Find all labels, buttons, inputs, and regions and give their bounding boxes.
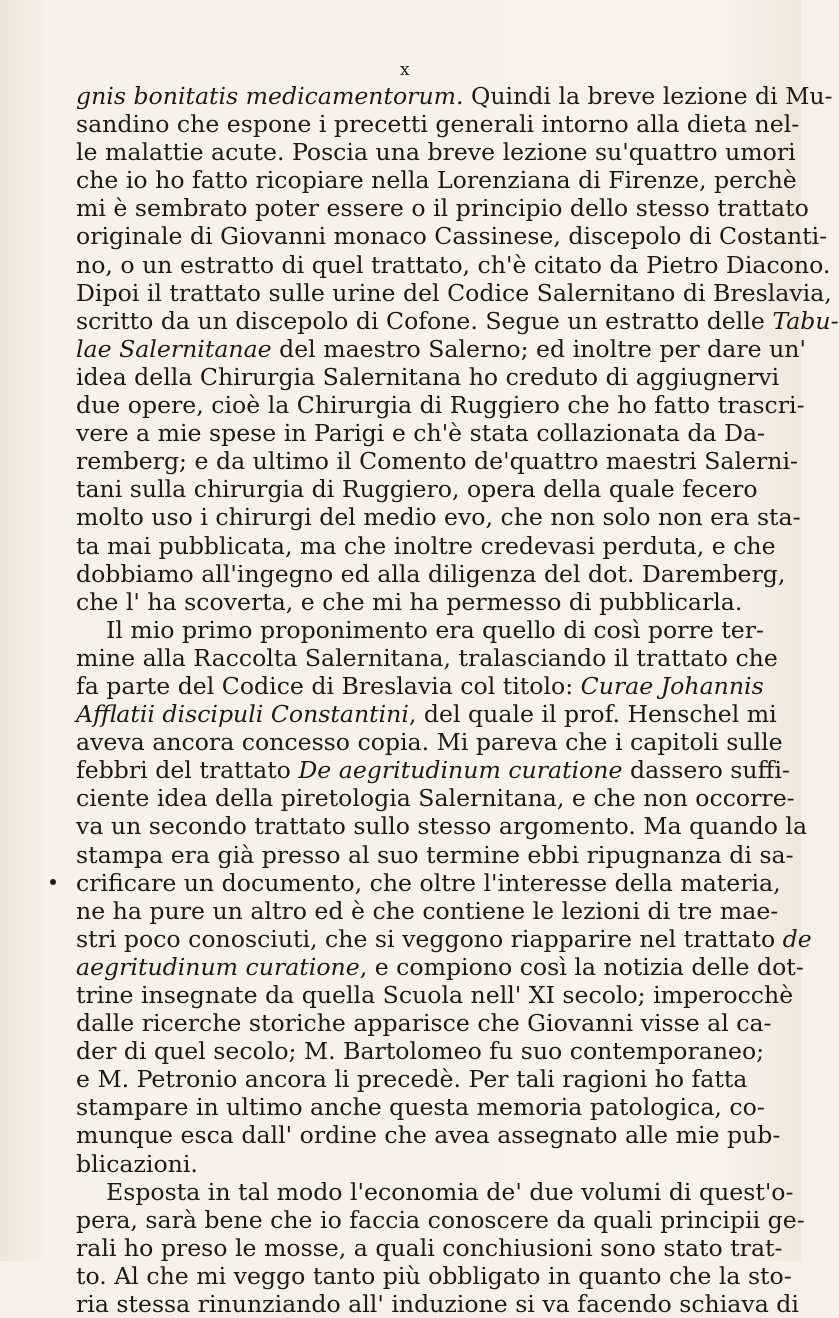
text-line: mine alla Raccolta Salernitana, tralasciando il trattato che — [76, 643, 778, 672]
text-line: e M. Petronio ancora li precedè. Per tali ragioni ho fatta — [76, 1065, 748, 1094]
text-line: Afflatii discipuli Constantini, del quale il prof. Henschel mi — [76, 700, 777, 729]
text-line: pera, sarà bene che io faccia conoscere da quali principii ge- — [76, 1205, 805, 1234]
paragraph-1 — [76, 82, 839, 616]
text-line: dalle ricerche storiche apparisce che Giovanni visse al ca- — [76, 1009, 772, 1038]
text-line: che io ho fatto ricopiare nella Lorenziana di Firenze, perchè — [76, 166, 797, 195]
text-line: febbri del trattato De aegritudinum curatione dassero suffi- — [76, 756, 790, 785]
text-line: molto uso i chirurgi del medio evo, che non solo non era sta- — [76, 503, 801, 532]
text-line: remberg; e da ultimo il Comento de'quattro maestri Salerni- — [76, 447, 798, 476]
text-line: che l' ha scoverta, e che mi ha permesso di pubblicarla. — [76, 587, 743, 616]
text-line: tani sulla chirurgia di Ruggiero, opera della quale fecero — [76, 475, 758, 504]
text-line: va un secondo trattato sullo stesso argomento. Ma quando la — [76, 812, 808, 841]
italic-text: gnis bonitatis medicamentorum. — [76, 82, 464, 110]
margin-bullet-mark — [50, 879, 56, 885]
text-line: Dipoi il trattato sulle urine del Codice Salernitano di Breslavia, — [76, 278, 832, 307]
text-line: fa parte del Codice di Breslavia col titolo: Curae Johannis — [76, 671, 764, 700]
text-line: mi è sembrato poter essere o il principio dello stesso trattato — [76, 194, 809, 223]
text-line: to. Al che mi veggo tanto più obbligato in quanto che la sto- — [76, 1261, 792, 1290]
text-line: stampa era già presso al suo termine ebbi ripugnanza di sa- — [76, 840, 794, 869]
text-line: stampare in ultimo anche questa memoria patologica, co- — [76, 1093, 765, 1122]
text-line: rali ho preso le mosse, a quali conchiusioni sono stato trat- — [76, 1233, 783, 1262]
text-line: aveva ancora concesso copia. Mi pareva che i capitoli sulle — [76, 728, 783, 757]
text-line: der di quel secolo; M. Bartolomeo fu suo contemporaneo; — [76, 1037, 765, 1066]
italic-text: De aegritudinum curatione — [298, 756, 623, 785]
paragraph-2 — [76, 615, 812, 1178]
text-line: trine insegnate da quella Scuola nell' XI secolo; imperocchè — [76, 981, 794, 1009]
italic-text: de — [782, 924, 812, 953]
italic-text: lae Salernitanae — [76, 334, 272, 363]
text-line: munque esca dall' ordine che avea assegnato alle mie pub- — [76, 1121, 781, 1150]
text-line: idea della Chirurgia Salernitana ho creduto di aggiugnervi — [76, 362, 780, 391]
text-line: ta mai pubblicata, ma che inoltre credevasi perduta, e che — [76, 531, 776, 560]
paragraph-3 — [76, 1177, 805, 1318]
text-line: gnis bonitatis medicamentorum. Quindi la breve lezione di Mu- — [76, 82, 833, 110]
text-line: ciente idea della piretologia Salernitana, e che non occorre- — [76, 784, 795, 813]
text-line: blicazioni. — [76, 1149, 198, 1178]
text-line: stri poco conosciuti, che si veggono riapparire nel trattato de — [76, 924, 812, 953]
text-line: aegritudinum curatione, e compiono così la notizia delle dot- — [76, 952, 804, 981]
italic-text: aegritudinum curatione — [76, 952, 360, 981]
text-line: dobbiamo all'ingegno ed alla diligenza del dot. Daremberg, — [76, 559, 786, 588]
text-line: ne ha pure un altro ed è che contiene le lezioni di tre mae- — [76, 896, 779, 925]
text-line: originale di Giovanni monaco Cassinese, discepolo di Costanti- — [76, 222, 828, 251]
italic-text: Curae Johannis — [580, 671, 764, 700]
text-line: Il mio primo proponimento era quello di così porre ter- — [106, 615, 764, 644]
text-line: vere a mie spese in Parigi e ch'è stata collazionata da Da- — [76, 419, 766, 448]
text-line: due opere, cioè la Chirurgia di Ruggiero che ho fatto trascri- — [76, 391, 805, 420]
text-line: le malattie acute. Poscia una breve lezione su'quattro umori — [76, 138, 796, 167]
body-text — [76, 82, 839, 1318]
text-line: lae Salernitanae del maestro Salerno; ed inoltre per dare un' — [76, 334, 806, 363]
text-line: no, o un estratto di quel trattato, ch'è citato da Pietro Diacono. — [76, 250, 831, 279]
text-line: Esposta in tal modo l'economia de' due volumi di quest'o- — [106, 1177, 794, 1206]
text-line: sandino che espone i precetti generali intorno alla dieta nel- — [76, 110, 800, 139]
italic-text: Afflatii discipuli Constantini — [76, 700, 409, 729]
italic-text: Tabu- — [772, 306, 839, 335]
text-line: scritto da un discepolo di Cofone. Segue un estratto delle Tabu- — [76, 306, 839, 335]
text-line: crificare un documento, che oltre l'interesse della materia, — [76, 868, 781, 897]
text-line: ria stessa rinunziando all' induzione si va facendo schiava di — [76, 1290, 799, 1318]
page-number: x — [400, 60, 411, 80]
